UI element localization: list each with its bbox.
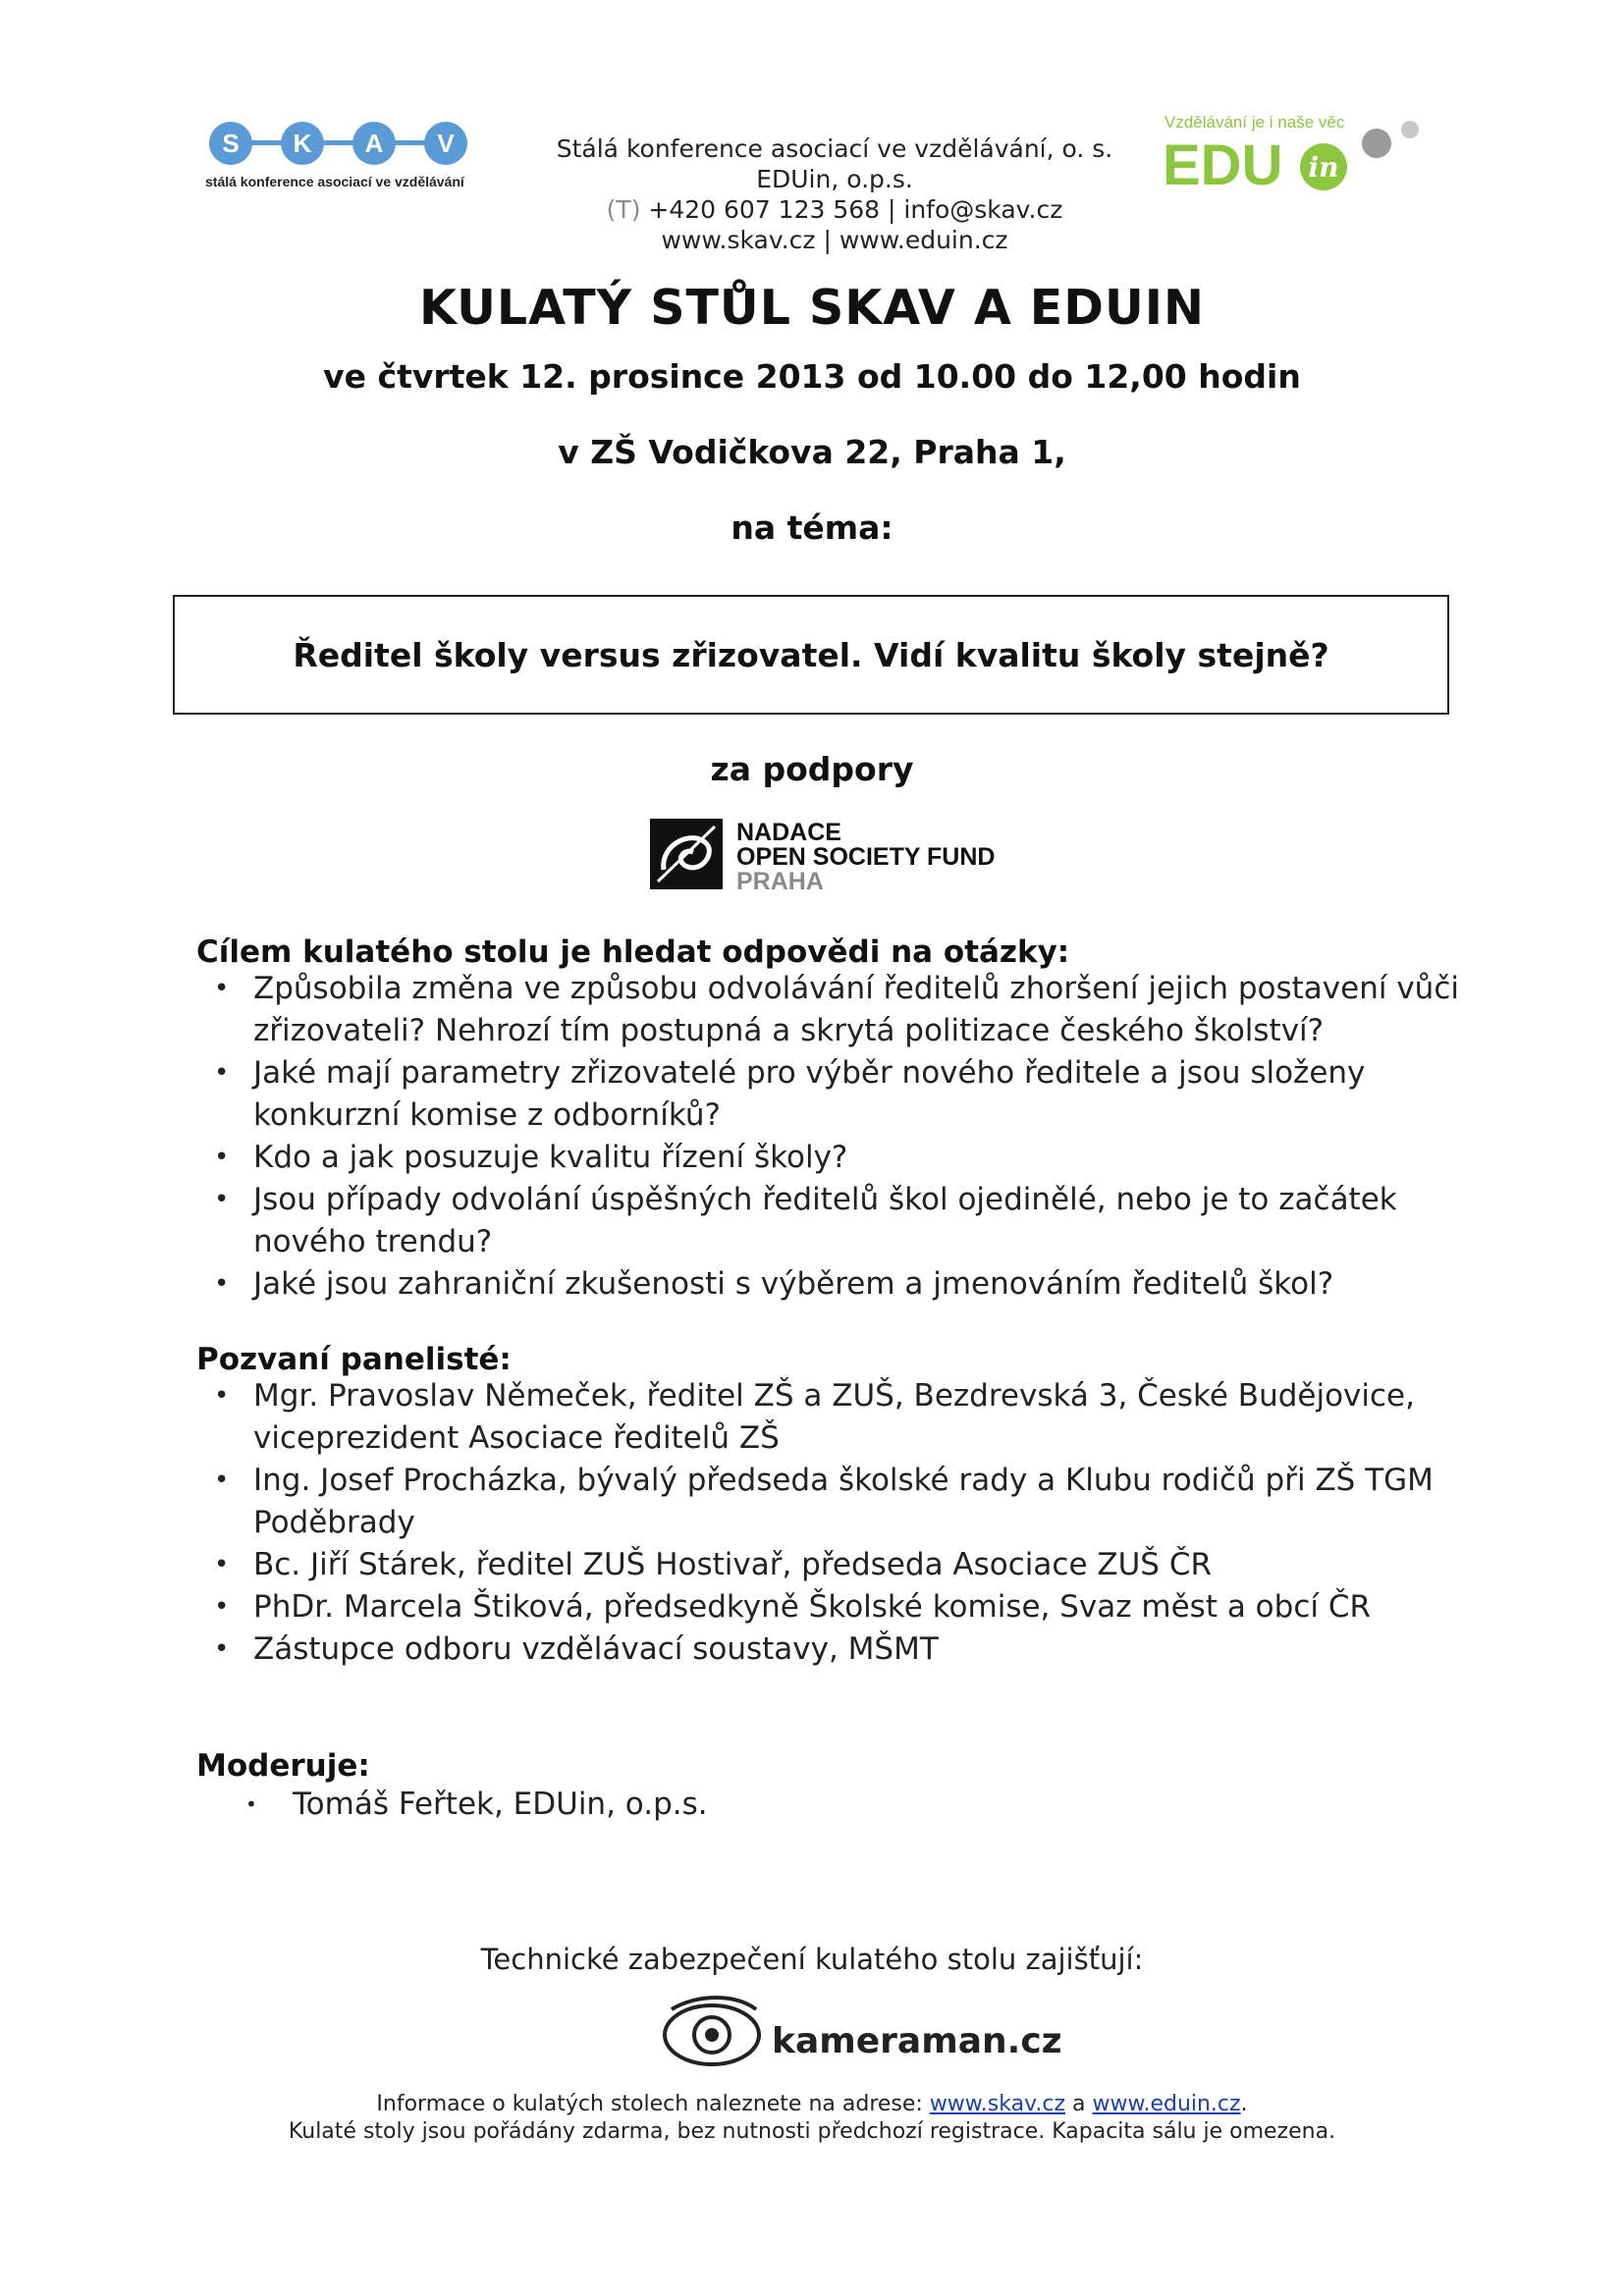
org-contact-block	[442, 133, 1227, 255]
phone-email: +420 607 123 568 | info@skav.cz	[640, 195, 1063, 224]
moderator-heading: Moderuje:	[196, 1748, 370, 1784]
panelist-item: • Bc. Jiří Stárek, ředitel ZUŠ Hostivař, předseda Asociace ZUŠ ČR	[196, 1544, 1473, 1586]
eduin-tagline: Vzdělávání je i naše věc	[1164, 113, 1345, 132]
goals-list	[196, 968, 1473, 1306]
topic-label: na téma:	[731, 508, 893, 547]
moderator-item: • Tomáš Feřtek, EDUin, o.p.s.	[236, 1784, 1414, 1826]
footer-note: Kulaté stoly jsou pořádány zdarma, bez nutnosti předchozí registrace. Kapacita sálu je omezena.	[288, 2119, 1336, 2144]
goal-item: • Kdo a jak posuzuje kvalitu řízení školy?	[196, 1137, 1473, 1179]
panelist-item: • Ing. Josef Procházka, bývalý předseda školské rady a Klubu rodičů při ZŠ TGM Poděbrady	[196, 1460, 1473, 1544]
panelist-item: • PhDr. Marcela Štiková, předsedkyně Školské komise, Svaz měst a obcí ČR	[196, 1586, 1473, 1629]
osf-line2: OPEN SOCIETY FUND	[736, 843, 996, 871]
eduin-logo-text: EDU	[1163, 133, 1283, 197]
topic-box	[173, 595, 1449, 715]
panelists-list	[196, 1375, 1473, 1671]
skav-logo-caption: stálá konference asociací ve vzdělávání	[205, 174, 464, 189]
footer-info	[0, 2092, 1624, 2116]
org-line-eduin: EDUin, o.p.s.	[756, 165, 913, 193]
osf-logo	[650, 815, 1003, 893]
panelists-heading: Pozvaní panelisté:	[196, 1342, 512, 1377]
panelist-item: • Mgr. Pravoslav Němeček, ředitel ZŠ a ZUŠ, Bezdrevská 3, České Budějovice, viceprezident Asociace ředitelů ZŠ	[196, 1375, 1473, 1460]
skav-letter-a: A	[364, 129, 384, 158]
footer-joiner: a	[1065, 2092, 1093, 2116]
goal-item: • Jsou případy odvolání úspěšných ředitelů škol ojedinělé, nebo je to začátek nového trendu?	[196, 1179, 1473, 1263]
place-line: v ZŠ Vodičkova 22, Praha 1,	[558, 433, 1066, 471]
goal-item: • Způsobila změna ve způsobu odvolávání ředitelů zhoršení jejich postavení vůči zřizovateli? Nehrozí tím postupná a skrytá politizace českého školství?	[196, 968, 1473, 1052]
skav-letter-k: K	[293, 129, 312, 158]
goal-item: • Jaké jsou zahraniční zkušenosti s výběrem a jmenováním ředitelů škol?	[196, 1263, 1473, 1306]
skav-letter-v: V	[437, 129, 455, 158]
moderator-list	[236, 1784, 1414, 1826]
footer-period: .	[1240, 2092, 1248, 2116]
contact-line	[442, 194, 1227, 225]
goal-item: • Jaké mají parametry zřizovatelé pro výběr nového ředitele a jsou složeny konkurzní komise z odborníků?	[196, 1052, 1473, 1137]
page-title: KULATÝ STŮL SKAV A EDUIN	[419, 280, 1205, 336]
org-line-skav: Stálá konference asociací ve vzdělávání, o. s.	[556, 134, 1113, 163]
skav-letter-s: S	[222, 129, 240, 158]
panelist-item: • Zástupce odboru vzdělávací soustavy, MŠMT	[196, 1629, 1473, 1671]
osf-line1: NADACE	[736, 819, 841, 846]
kameraman-logo-text: kameraman.cz	[772, 2021, 1062, 2061]
web-line: www.skav.cz | www.eduin.cz	[661, 226, 1008, 254]
eduin-link[interactable]: www.eduin.cz	[1092, 2092, 1241, 2116]
kameraman-logo	[658, 1988, 1070, 2076]
skav-link[interactable]: www.skav.cz	[929, 2092, 1066, 2116]
osf-line3: PRAHA	[736, 868, 824, 893]
tech-support-label: Technické zabezpečení kulatého stolu zajišťují:	[480, 1943, 1144, 1976]
skav-logo	[201, 118, 476, 196]
footer-info-text: Informace o kulatých stolech naleznete na adrese:	[376, 2092, 930, 2116]
support-label: za podpory	[710, 750, 914, 788]
phone-prefix: (T)	[606, 195, 641, 224]
topic-text: Ředitel školy versus zřizovatel. Vidí kvalitu školy stejně?	[293, 635, 1329, 674]
goals-heading: Cílem kulatého stolu je hledat odpovědi na otázky:	[196, 934, 1070, 970]
eduin-logo-suffix: in	[1308, 151, 1339, 184]
date-line: ve čtvrtek 12. prosince 2013 od 10.00 do 12,00 hodin	[323, 357, 1301, 396]
